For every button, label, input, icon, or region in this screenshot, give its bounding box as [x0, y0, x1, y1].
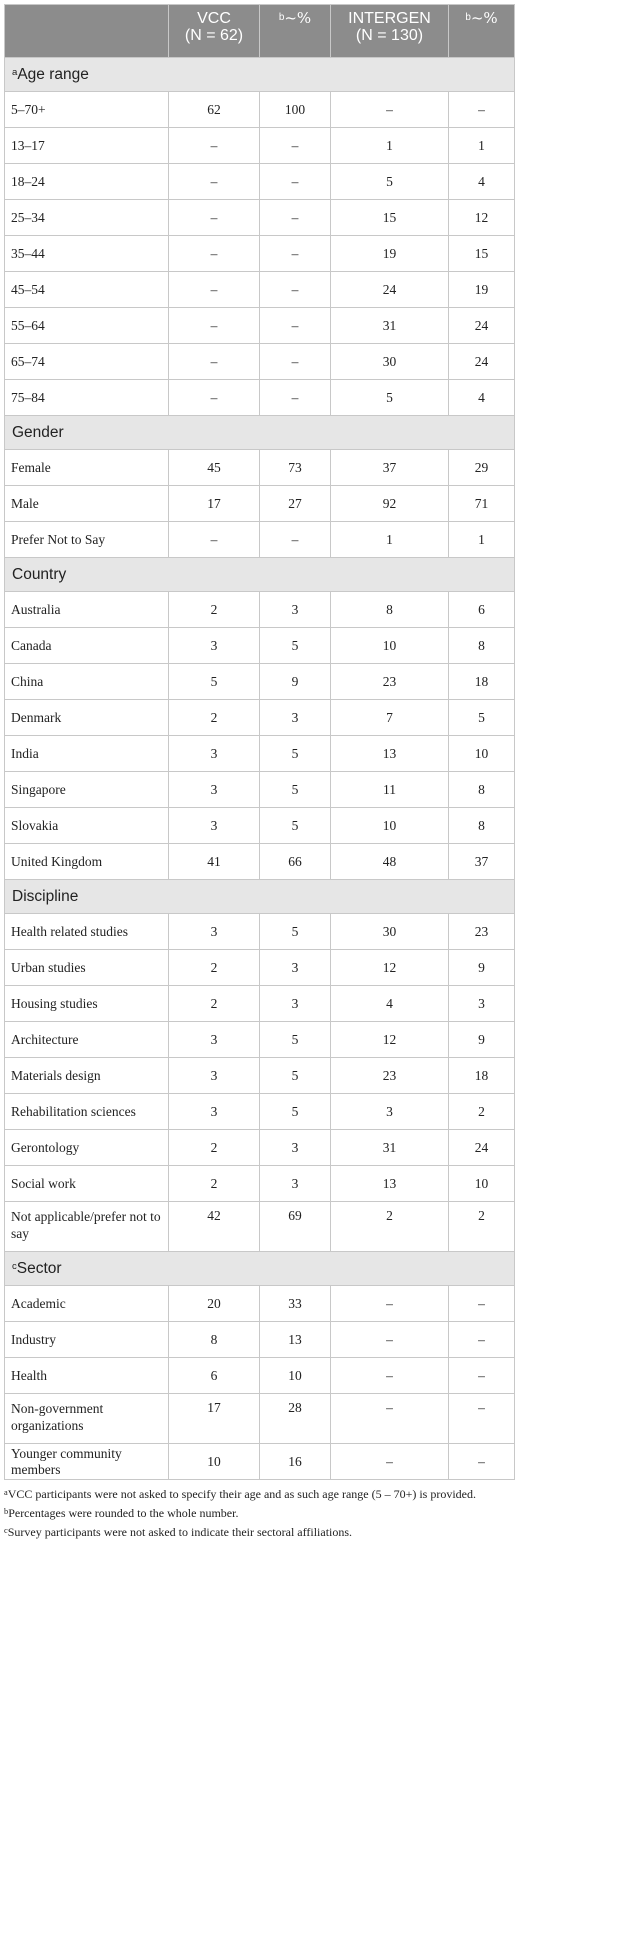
- vcc-count: 3: [169, 808, 260, 844]
- table-row: [5, 1286, 515, 1322]
- section-row-age: [5, 58, 515, 92]
- intergen-count: –: [331, 92, 449, 128]
- table-row: [5, 736, 515, 772]
- vcc-percent: 69: [260, 1202, 331, 1252]
- vcc-percent: –: [260, 272, 331, 308]
- intergen-count: 15: [331, 200, 449, 236]
- intergen-count: 23: [331, 1058, 449, 1094]
- intergen-percent: 9: [449, 950, 515, 986]
- section-row-sector: [5, 1252, 515, 1286]
- intergen-percent: 9: [449, 1022, 515, 1058]
- table-row: [5, 592, 515, 628]
- table-row: [5, 664, 515, 700]
- vcc-percent: –: [260, 236, 331, 272]
- intergen-percent: 10: [449, 1166, 515, 1202]
- table-body: [5, 58, 515, 1480]
- row-label: Canada: [5, 628, 169, 664]
- table-row: [5, 380, 515, 416]
- section-title: [5, 558, 515, 592]
- intergen-percent: 4: [449, 164, 515, 200]
- row-label: Materials design: [5, 1058, 169, 1094]
- header-intergen-percent: [449, 5, 515, 58]
- intergen-percent: 24: [449, 1130, 515, 1166]
- vcc-count: 3: [169, 736, 260, 772]
- vcc-percent: 28: [260, 1394, 331, 1444]
- vcc-percent: –: [260, 200, 331, 236]
- section-title-text: Country: [12, 565, 67, 583]
- intergen-percent: 24: [449, 308, 515, 344]
- vcc-percent: 27: [260, 486, 331, 522]
- header-vcc-name: VCC: [197, 10, 231, 27]
- header-intergen-percent-footnote: b: [465, 11, 471, 23]
- row-label: Male: [5, 486, 169, 522]
- vcc-percent: –: [260, 344, 331, 380]
- intergen-count: 10: [331, 628, 449, 664]
- vcc-percent: 3: [260, 592, 331, 628]
- intergen-percent: –: [449, 1394, 515, 1444]
- intergen-percent: –: [449, 1322, 515, 1358]
- vcc-percent: 3: [260, 1130, 331, 1166]
- section-footnote-marker: a: [12, 67, 18, 79]
- table-row: [5, 450, 515, 486]
- table-row: [5, 844, 515, 880]
- vcc-count: 2: [169, 1166, 260, 1202]
- row-label: Industry: [5, 1322, 169, 1358]
- vcc-percent: 10: [260, 1358, 331, 1394]
- footnote: [4, 1524, 514, 1540]
- vcc-percent: –: [260, 380, 331, 416]
- section-title-text: Gender: [12, 423, 64, 441]
- section-row-discipline: [5, 880, 515, 914]
- vcc-count: 3: [169, 628, 260, 664]
- row-label: Gerontology: [5, 1130, 169, 1166]
- table-row: [5, 914, 515, 950]
- table-row: [5, 486, 515, 522]
- row-label: Health: [5, 1358, 169, 1394]
- section-title-text: Age range: [17, 65, 89, 83]
- intergen-percent: 8: [449, 628, 515, 664]
- table-row: [5, 1444, 515, 1480]
- table-row: [5, 164, 515, 200]
- vcc-count: 3: [169, 1022, 260, 1058]
- footnote-marker: c: [4, 1526, 8, 1536]
- row-label: Younger community members: [5, 1444, 169, 1480]
- intergen-percent: 6: [449, 592, 515, 628]
- vcc-percent: 100: [260, 92, 331, 128]
- table-row: [5, 1022, 515, 1058]
- vcc-percent: –: [260, 308, 331, 344]
- intergen-percent: –: [449, 1286, 515, 1322]
- demographics-table: [4, 4, 515, 1480]
- vcc-count: –: [169, 200, 260, 236]
- table-row: [5, 200, 515, 236]
- vcc-count: –: [169, 522, 260, 558]
- row-label: United Kingdom: [5, 844, 169, 880]
- demographics-table-container: [4, 4, 514, 1543]
- vcc-count: –: [169, 380, 260, 416]
- vcc-count: –: [169, 272, 260, 308]
- intergen-percent: 18: [449, 664, 515, 700]
- vcc-percent: 66: [260, 844, 331, 880]
- row-label: 75–84: [5, 380, 169, 416]
- intergen-count: 13: [331, 736, 449, 772]
- vcc-count: 6: [169, 1358, 260, 1394]
- intergen-percent: 10: [449, 736, 515, 772]
- vcc-percent: 33: [260, 1286, 331, 1322]
- intergen-count: –: [331, 1286, 449, 1322]
- intergen-count: 3: [331, 1094, 449, 1130]
- section-title-text: Sector: [16, 1259, 62, 1277]
- vcc-percent: 3: [260, 986, 331, 1022]
- intergen-percent: 1: [449, 128, 515, 164]
- table-header: [5, 5, 515, 58]
- table-row: [5, 1394, 515, 1444]
- vcc-count: 17: [169, 1394, 260, 1444]
- intergen-percent: 2: [449, 1202, 515, 1252]
- intergen-count: –: [331, 1358, 449, 1394]
- intergen-percent: 4: [449, 380, 515, 416]
- intergen-percent: 1: [449, 522, 515, 558]
- vcc-percent: 13: [260, 1322, 331, 1358]
- intergen-percent: 19: [449, 272, 515, 308]
- vcc-count: 3: [169, 772, 260, 808]
- section-row-gender: [5, 416, 515, 450]
- section-title: [5, 1252, 515, 1286]
- intergen-count: 31: [331, 308, 449, 344]
- vcc-count: 45: [169, 450, 260, 486]
- intergen-percent: 2: [449, 1094, 515, 1130]
- row-label: India: [5, 736, 169, 772]
- intergen-count: 10: [331, 808, 449, 844]
- intergen-count: –: [331, 1444, 449, 1480]
- row-label: 13–17: [5, 128, 169, 164]
- row-label: 18–24: [5, 164, 169, 200]
- row-label: Singapore: [5, 772, 169, 808]
- intergen-count: 31: [331, 1130, 449, 1166]
- vcc-count: 2: [169, 700, 260, 736]
- table-row: [5, 950, 515, 986]
- intergen-percent: 37: [449, 844, 515, 880]
- vcc-percent: 5: [260, 628, 331, 664]
- header-vcc: [169, 5, 260, 58]
- intergen-count: 1: [331, 128, 449, 164]
- table-row: [5, 92, 515, 128]
- vcc-percent: 5: [260, 808, 331, 844]
- table-row: [5, 1058, 515, 1094]
- table-row: [5, 700, 515, 736]
- vcc-percent: 16: [260, 1444, 331, 1480]
- vcc-percent: 5: [260, 1058, 331, 1094]
- table-row: [5, 272, 515, 308]
- intergen-count: 30: [331, 914, 449, 950]
- vcc-count: 2: [169, 592, 260, 628]
- vcc-percent: –: [260, 128, 331, 164]
- header-intergen-n: (N = 130): [355, 27, 424, 44]
- intergen-count: 4: [331, 986, 449, 1022]
- intergen-count: 92: [331, 486, 449, 522]
- vcc-count: –: [169, 344, 260, 380]
- row-label: Social work: [5, 1166, 169, 1202]
- intergen-count: 1: [331, 522, 449, 558]
- intergen-percent: 71: [449, 486, 515, 522]
- intergen-count: 13: [331, 1166, 449, 1202]
- intergen-percent: 8: [449, 772, 515, 808]
- intergen-percent: –: [449, 1444, 515, 1480]
- intergen-count: 12: [331, 950, 449, 986]
- row-label: 35–44: [5, 236, 169, 272]
- footnote-text: Survey participants were not asked to indicate their sectoral affiliations.: [7, 1525, 353, 1539]
- footnote-text: Percentages were rounded to the whole number.: [8, 1506, 239, 1520]
- row-label: 25–34: [5, 200, 169, 236]
- vcc-percent: 5: [260, 914, 331, 950]
- row-label: Denmark: [5, 700, 169, 736]
- table-row: [5, 808, 515, 844]
- table-row: [5, 522, 515, 558]
- row-label: 5–70+: [5, 92, 169, 128]
- vcc-percent: 5: [260, 1094, 331, 1130]
- vcc-percent: –: [260, 522, 331, 558]
- section-title: [5, 58, 515, 92]
- intergen-count: 37: [331, 450, 449, 486]
- row-label: Rehabilitation sciences: [5, 1094, 169, 1130]
- intergen-count: –: [331, 1394, 449, 1444]
- intergen-count: 5: [331, 164, 449, 200]
- header-vcc-n: (N = 62): [184, 27, 244, 44]
- vcc-percent: 5: [260, 1022, 331, 1058]
- row-label: Academic: [5, 1286, 169, 1322]
- vcc-percent: 3: [260, 950, 331, 986]
- row-label: Health related studies: [5, 914, 169, 950]
- section-row-country: [5, 558, 515, 592]
- vcc-count: –: [169, 236, 260, 272]
- vcc-percent: 5: [260, 736, 331, 772]
- intergen-percent: 12: [449, 200, 515, 236]
- intergen-count: 48: [331, 844, 449, 880]
- row-label: Urban studies: [5, 950, 169, 986]
- intergen-count: –: [331, 1322, 449, 1358]
- header-vcc-percent-footnote: b: [278, 11, 285, 23]
- table-row: [5, 986, 515, 1022]
- header-vcc-percent: [260, 5, 331, 58]
- vcc-count: 62: [169, 92, 260, 128]
- header-intergen: [331, 5, 449, 58]
- table-row: [5, 344, 515, 380]
- intergen-percent: 29: [449, 450, 515, 486]
- intergen-percent: –: [449, 1358, 515, 1394]
- vcc-percent: 3: [260, 1166, 331, 1202]
- row-label: Housing studies: [5, 986, 169, 1022]
- intergen-count: 5: [331, 380, 449, 416]
- intergen-percent: 15: [449, 236, 515, 272]
- vcc-count: 2: [169, 1130, 260, 1166]
- section-title: [5, 880, 515, 914]
- table-row: [5, 1358, 515, 1394]
- table-row: [5, 128, 515, 164]
- table-footnotes: [4, 1486, 514, 1540]
- intergen-count: 23: [331, 664, 449, 700]
- vcc-count: 2: [169, 986, 260, 1022]
- intergen-count: 11: [331, 772, 449, 808]
- row-label: China: [5, 664, 169, 700]
- table-row: [5, 1322, 515, 1358]
- table-row: [5, 628, 515, 664]
- intergen-percent: 5: [449, 700, 515, 736]
- row-label: Slovakia: [5, 808, 169, 844]
- vcc-count: 5: [169, 664, 260, 700]
- row-label: 65–74: [5, 344, 169, 380]
- vcc-count: –: [169, 128, 260, 164]
- footnote-text: VCC participants were not asked to specify their age and as such age range (5 – 70+) is provided.: [7, 1487, 477, 1501]
- intergen-count: 7: [331, 700, 449, 736]
- row-label: Prefer Not to Say: [5, 522, 169, 558]
- vcc-percent: 9: [260, 664, 331, 700]
- table-row: [5, 1166, 515, 1202]
- vcc-count: 3: [169, 1058, 260, 1094]
- footnote: [4, 1505, 514, 1521]
- header-label-cell: [5, 5, 169, 58]
- row-label: 55–64: [5, 308, 169, 344]
- intergen-count: 30: [331, 344, 449, 380]
- row-label: Architecture: [5, 1022, 169, 1058]
- vcc-count: –: [169, 164, 260, 200]
- header-vcc-percent-label: ~%: [284, 9, 312, 27]
- row-label: Australia: [5, 592, 169, 628]
- table-row: [5, 1130, 515, 1166]
- vcc-count: 3: [169, 914, 260, 950]
- section-title: [5, 416, 515, 450]
- intergen-count: 12: [331, 1022, 449, 1058]
- intergen-count: 2: [331, 1202, 449, 1252]
- intergen-count: 24: [331, 272, 449, 308]
- intergen-percent: –: [449, 92, 515, 128]
- table-row: [5, 308, 515, 344]
- table-row: [5, 772, 515, 808]
- intergen-percent: 3: [449, 986, 515, 1022]
- row-label: Non-government organizations: [5, 1394, 169, 1444]
- intergen-count: 8: [331, 592, 449, 628]
- row-label: Female: [5, 450, 169, 486]
- vcc-percent: –: [260, 164, 331, 200]
- row-label: 45–54: [5, 272, 169, 308]
- vcc-count: 2: [169, 950, 260, 986]
- section-footnote-marker: c: [12, 1261, 17, 1273]
- vcc-count: 42: [169, 1202, 260, 1252]
- footnote-marker: a: [4, 1488, 8, 1498]
- footnote: [4, 1486, 514, 1502]
- vcc-percent: 73: [260, 450, 331, 486]
- intergen-count: 19: [331, 236, 449, 272]
- vcc-count: –: [169, 308, 260, 344]
- row-label: Not applicable/prefer not to say: [5, 1202, 169, 1252]
- table-row: [5, 236, 515, 272]
- vcc-percent: 5: [260, 772, 331, 808]
- intergen-percent: 24: [449, 344, 515, 380]
- intergen-percent: 8: [449, 808, 515, 844]
- header-intergen-percent-label: ~%: [470, 9, 498, 27]
- vcc-count: 20: [169, 1286, 260, 1322]
- table-row: [5, 1094, 515, 1130]
- footnote-marker: b: [4, 1507, 9, 1517]
- vcc-count: 17: [169, 486, 260, 522]
- vcc-percent: 3: [260, 700, 331, 736]
- intergen-percent: 18: [449, 1058, 515, 1094]
- table-row: [5, 1202, 515, 1252]
- vcc-count: 3: [169, 1094, 260, 1130]
- intergen-percent: 23: [449, 914, 515, 950]
- header-intergen-name: INTERGEN: [348, 10, 431, 27]
- vcc-count: 10: [169, 1444, 260, 1480]
- section-title-text: Discipline: [12, 887, 79, 905]
- vcc-count: 41: [169, 844, 260, 880]
- vcc-count: 8: [169, 1322, 260, 1358]
